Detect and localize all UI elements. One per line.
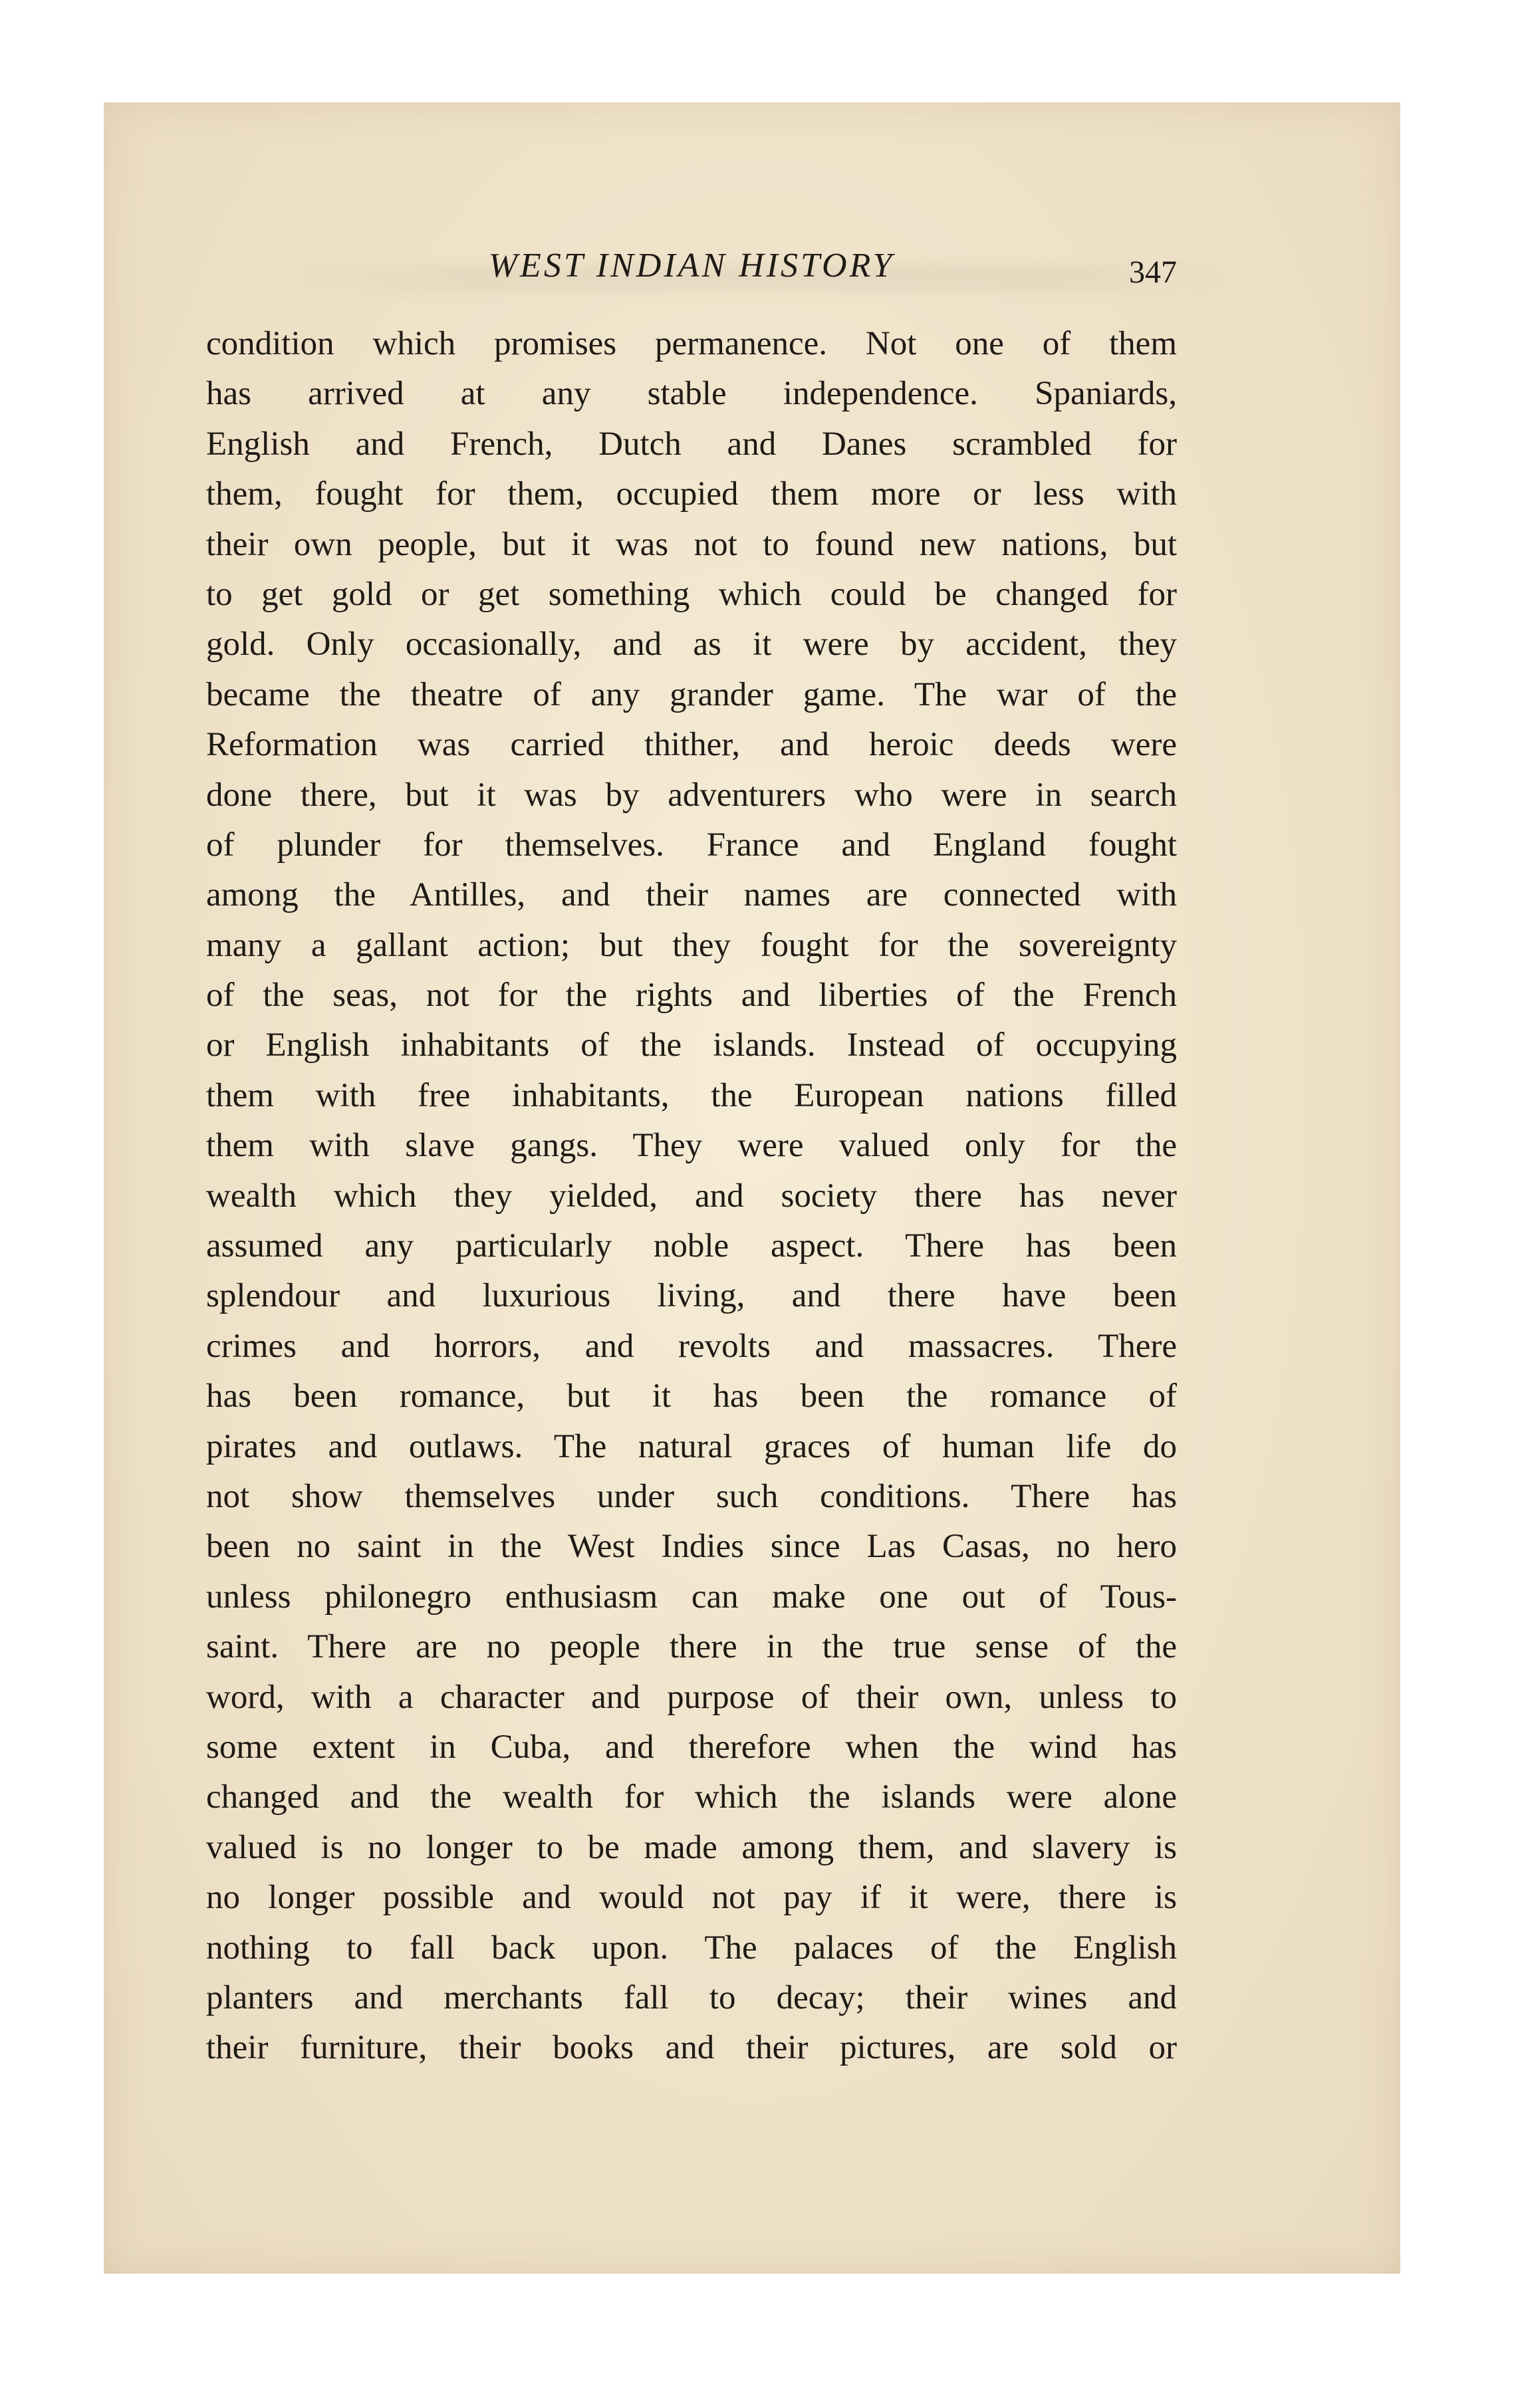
text-line: changed and the wealth for which the islands were alone	[206, 1778, 1177, 1816]
text-line: some extent in Cuba, and therefore when the wind has	[206, 1728, 1177, 1766]
text-line: no longer possible and would not pay if it were, there is	[206, 1879, 1177, 1917]
text-line: crimes and horrors, and revolts and massacres. There	[206, 1327, 1177, 1365]
page-number: 347	[1129, 255, 1177, 290]
text-line: saint. There are no people there in the true sense of the	[206, 1628, 1177, 1666]
text-line: condition which promises permanence. Not one of them	[206, 325, 1177, 362]
running-header	[206, 239, 1177, 299]
text-line: wealth which they yielded, and society there has never	[206, 1177, 1177, 1215]
text-line: has been romance, but it has been the romance of	[206, 1378, 1177, 1415]
text-line: planters and merchants fall to decay; their wines and	[206, 1979, 1177, 2016]
text-line: of plunder for themselves. France and England fought	[206, 826, 1177, 864]
text-line: not show themselves under such conditions. There has	[206, 1477, 1177, 1515]
text-line: Reformation was carried thither, and heroic deeds were	[206, 726, 1177, 764]
text-line: them with slave gangs. They were valued only for the	[206, 1127, 1177, 1165]
text-line: nothing to fall back upon. The palaces of the English	[206, 1929, 1177, 1967]
text-line: among the Antilles, and their names are connected with	[206, 876, 1177, 914]
text-line: word, with a character and purpose of their own, unless to	[206, 1678, 1177, 1716]
body-paragraph	[206, 319, 1177, 2074]
text-line: unless philonegro enthusiasm can make one out of Tous-	[206, 1578, 1177, 1616]
running-title: WEST INDIAN HISTORY	[488, 247, 895, 285]
text-line: valued is no longer to be made among them, and slavery is	[206, 1828, 1177, 1866]
text-line: been no saint in the West Indies since Las Casas, no hero	[206, 1528, 1177, 1566]
text-line: pirates and outlaws. The natural graces of human life do	[206, 1427, 1177, 1465]
text-line: assumed any particularly noble aspect. There has been	[206, 1227, 1177, 1265]
text-line: became the theatre of any grander game. The war of the	[206, 675, 1177, 713]
text-line: or English inhabitants of the islands. Instead of occupying	[206, 1026, 1177, 1064]
text-line: gold. Only occasionally, and as it were by accident, they	[206, 626, 1177, 663]
text-line: them, fought for them, occupied them more or less with	[206, 475, 1177, 513]
text-line: has arrived at any stable independence. Spaniards,	[206, 375, 1177, 413]
text-line: done there, but it was by adventurers who were in search	[206, 776, 1177, 814]
text-line: them with free inhabitants, the European nations filled	[206, 1076, 1177, 1114]
text-line: English and French, Dutch and Danes scrambled for	[206, 425, 1177, 463]
text-line: of the seas, not for the rights and liberties of the French	[206, 977, 1177, 1015]
text-line: their own people, but it was not to found new nations, but	[206, 525, 1177, 563]
text-line: to get gold or get something which could be changed for	[206, 575, 1177, 613]
text-line: splendour and luxurious living, and there have been	[206, 1277, 1177, 1315]
text-line: many a gallant action; but they fought for the sovereignty	[206, 926, 1177, 964]
text-line: their furniture, their books and their pictures, are sold or	[206, 2029, 1177, 2067]
